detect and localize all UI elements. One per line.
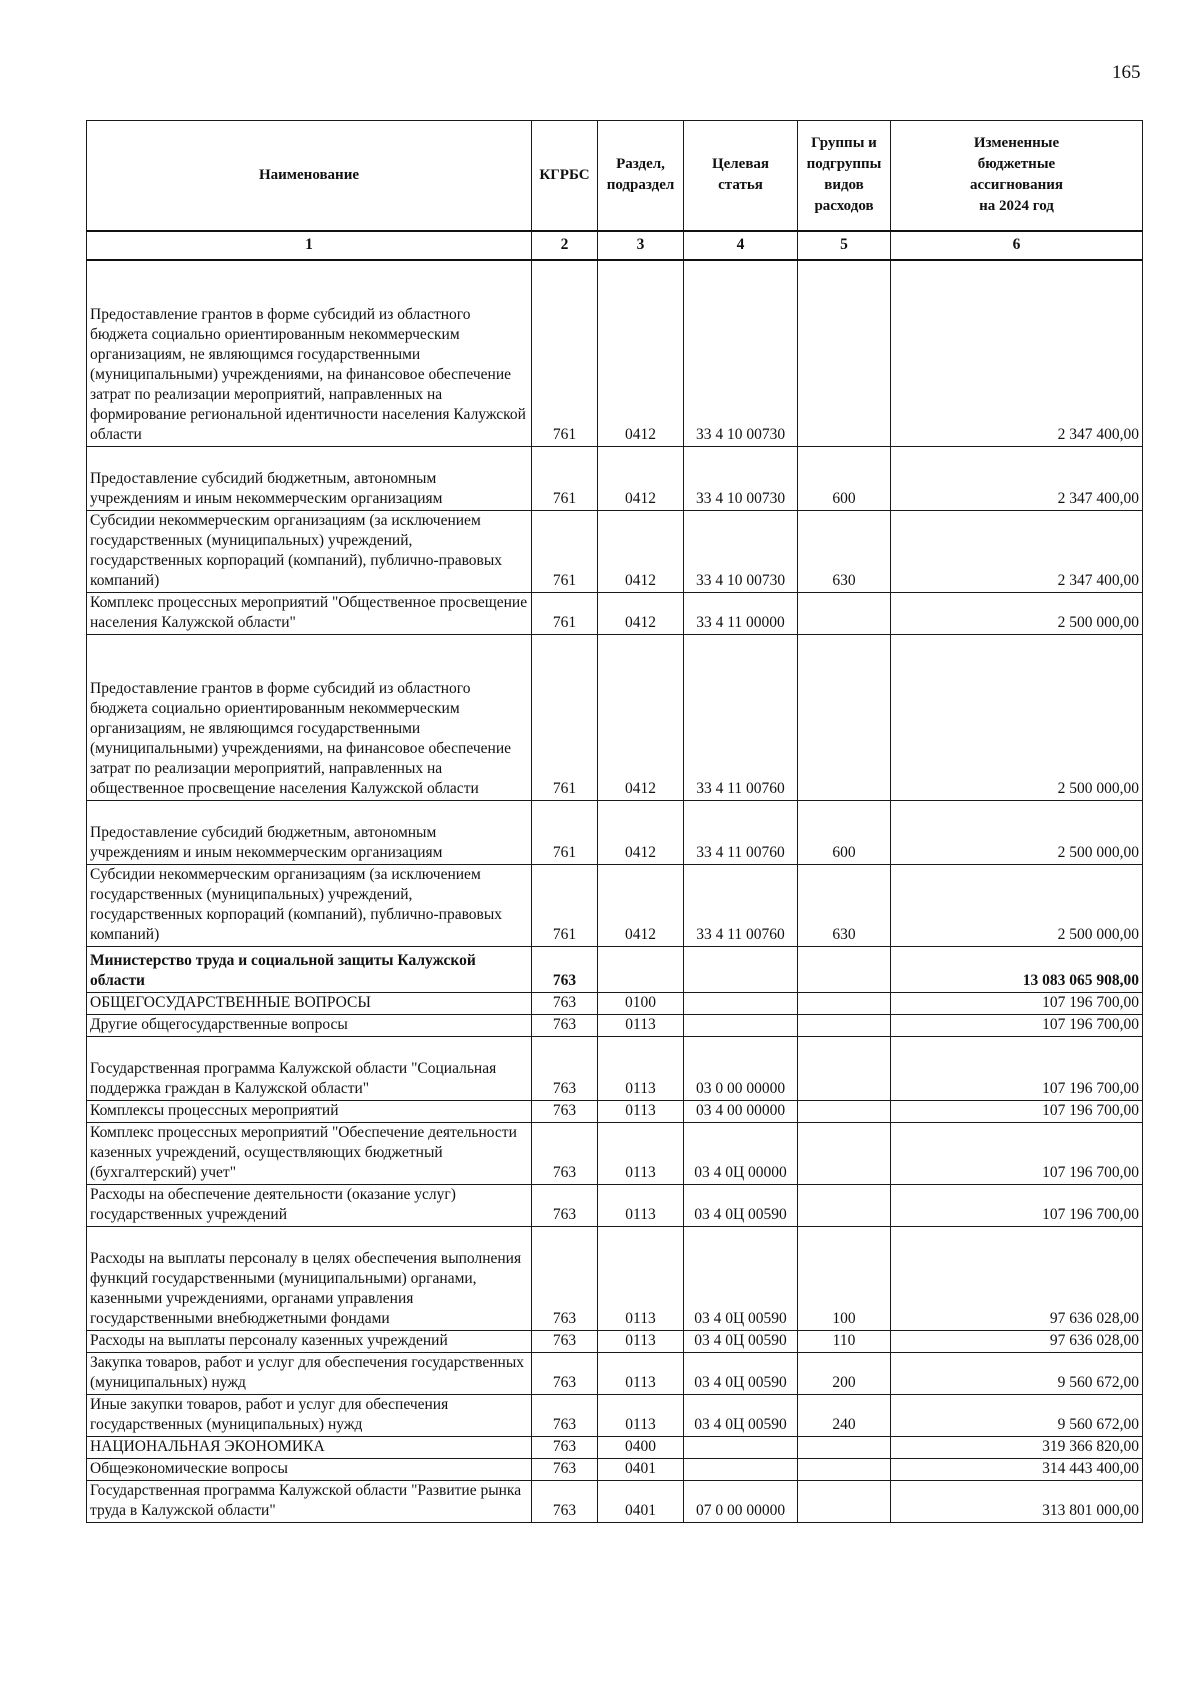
row-article: 33 4 10 00730 bbox=[684, 446, 798, 510]
table-row bbox=[87, 446, 1143, 510]
page-number: 165 bbox=[1112, 62, 1141, 83]
row-name: Расходы на обеспечение деятельности (оказание услуг) государственных учреждений bbox=[87, 1184, 532, 1226]
row-section: 0113 bbox=[598, 1184, 684, 1226]
row-amount: 313 801 000,00 bbox=[891, 1480, 1143, 1522]
row-name: Комплексы процессных мероприятий bbox=[87, 1100, 532, 1122]
row-group bbox=[798, 1014, 891, 1036]
row-group: 110 bbox=[798, 1330, 891, 1352]
table-row bbox=[87, 510, 1143, 592]
table-row bbox=[87, 634, 1143, 800]
table-body bbox=[87, 260, 1143, 1522]
row-group bbox=[798, 634, 891, 800]
row-section: 0412 bbox=[598, 634, 684, 800]
row-group: 240 bbox=[798, 1394, 891, 1436]
row-section: 0113 bbox=[598, 1100, 684, 1122]
row-section: 0113 bbox=[598, 1226, 684, 1330]
row-kgrbs: 763 bbox=[532, 1394, 598, 1436]
row-article: 03 4 0Ц 00590 bbox=[684, 1352, 798, 1394]
header-kgrbs: КГРБС bbox=[532, 121, 598, 232]
row-name: Субсидии некоммерческим организациям (за исключением государственных (муниципальных) учреждений, государственных корпораций (компаний), публично-правовых компаний) bbox=[87, 510, 532, 592]
table-row bbox=[87, 1100, 1143, 1122]
row-article: 07 0 00 00000 bbox=[684, 1480, 798, 1522]
header-name: Наименование bbox=[87, 121, 532, 232]
row-amount: 13 083 065 908,00 bbox=[891, 946, 1143, 992]
table-row bbox=[87, 800, 1143, 864]
budget-table bbox=[86, 120, 1143, 1523]
table-row bbox=[87, 946, 1143, 992]
row-article: 33 4 11 00760 bbox=[684, 800, 798, 864]
column-number: 1 bbox=[87, 231, 532, 260]
row-name: Предоставление грантов в форме субсидий из областного бюджета социально ориентированным некоммерческим организациям, не являющимся государственными (муниципальными) учреждениями, на финансовое обеспечение затрат по реализации мероприятий, направленных на формирование региональной идентичности населения Калужской области bbox=[87, 260, 532, 446]
row-name: Комплекс процессных мероприятий "Общественное просвещение населения Калужской области" bbox=[87, 592, 532, 634]
row-group: 600 bbox=[798, 800, 891, 864]
row-group bbox=[798, 1480, 891, 1522]
table-row bbox=[87, 864, 1143, 946]
row-amount: 9 560 672,00 bbox=[891, 1394, 1143, 1436]
row-kgrbs: 763 bbox=[532, 1122, 598, 1184]
row-name: НАЦИОНАЛЬНАЯ ЭКОНОМИКА bbox=[87, 1436, 532, 1458]
row-section: 0113 bbox=[598, 1330, 684, 1352]
row-kgrbs: 763 bbox=[532, 1458, 598, 1480]
table-row bbox=[87, 260, 1143, 446]
row-name: Государственная программа Калужской области "Социальная поддержка граждан в Калужской области" bbox=[87, 1036, 532, 1100]
row-article bbox=[684, 992, 798, 1014]
row-amount: 107 196 700,00 bbox=[891, 1122, 1143, 1184]
row-amount: 319 366 820,00 bbox=[891, 1436, 1143, 1458]
row-amount: 107 196 700,00 bbox=[891, 1036, 1143, 1100]
row-section: 0412 bbox=[598, 446, 684, 510]
row-article: 03 4 0Ц 00590 bbox=[684, 1184, 798, 1226]
row-kgrbs: 761 bbox=[532, 446, 598, 510]
table-row bbox=[87, 1352, 1143, 1394]
row-name: Предоставление субсидий бюджетным, автономным учреждениям и иным некоммерческим организациям bbox=[87, 446, 532, 510]
table-row bbox=[87, 1122, 1143, 1184]
row-kgrbs: 763 bbox=[532, 992, 598, 1014]
row-amount: 2 347 400,00 bbox=[891, 510, 1143, 592]
row-amount: 2 500 000,00 bbox=[891, 864, 1143, 946]
row-article bbox=[684, 1458, 798, 1480]
row-section: 0113 bbox=[598, 1122, 684, 1184]
row-article: 03 4 0Ц 00000 bbox=[684, 1122, 798, 1184]
row-group: 630 bbox=[798, 510, 891, 592]
table-row bbox=[87, 1014, 1143, 1036]
row-section: 0412 bbox=[598, 800, 684, 864]
column-number: 5 bbox=[798, 231, 891, 260]
row-name: Министерство труда и социальной защиты Калужской области bbox=[87, 946, 532, 992]
row-group: 600 bbox=[798, 446, 891, 510]
table-row bbox=[87, 1394, 1143, 1436]
row-group bbox=[798, 592, 891, 634]
row-kgrbs: 761 bbox=[532, 592, 598, 634]
row-kgrbs: 763 bbox=[532, 1036, 598, 1100]
row-name: Расходы на выплаты персоналу казенных учреждений bbox=[87, 1330, 532, 1352]
table-row bbox=[87, 992, 1143, 1014]
table-row bbox=[87, 1436, 1143, 1458]
row-amount: 314 443 400,00 bbox=[891, 1458, 1143, 1480]
row-article: 33 4 11 00760 bbox=[684, 634, 798, 800]
row-amount: 97 636 028,00 bbox=[891, 1330, 1143, 1352]
column-number: 4 bbox=[684, 231, 798, 260]
row-kgrbs: 761 bbox=[532, 260, 598, 446]
row-article: 03 4 00 00000 bbox=[684, 1100, 798, 1122]
row-section: 0400 bbox=[598, 1436, 684, 1458]
row-group: 100 bbox=[798, 1226, 891, 1330]
row-section: 0100 bbox=[598, 992, 684, 1014]
header-row bbox=[87, 121, 1143, 232]
row-group bbox=[798, 1100, 891, 1122]
row-group bbox=[798, 946, 891, 992]
row-section: 0113 bbox=[598, 1036, 684, 1100]
row-article: 33 4 10 00730 bbox=[684, 510, 798, 592]
row-amount: 97 636 028,00 bbox=[891, 1226, 1143, 1330]
row-group: 200 bbox=[798, 1352, 891, 1394]
row-article: 33 4 11 00000 bbox=[684, 592, 798, 634]
row-section: 0113 bbox=[598, 1352, 684, 1394]
row-section: 0412 bbox=[598, 260, 684, 446]
table-row bbox=[87, 1330, 1143, 1352]
row-section: 0113 bbox=[598, 1014, 684, 1036]
row-section: 0401 bbox=[598, 1458, 684, 1480]
row-amount: 107 196 700,00 bbox=[891, 992, 1143, 1014]
column-number-row bbox=[87, 231, 1143, 260]
row-amount: 107 196 700,00 bbox=[891, 1100, 1143, 1122]
row-section: 0412 bbox=[598, 592, 684, 634]
row-amount: 2 347 400,00 bbox=[891, 260, 1143, 446]
row-name: Комплекс процессных мероприятий "Обеспечение деятельности казенных учреждений, осуществляющих бюджетный (бухгалтерский) учет" bbox=[87, 1122, 532, 1184]
row-amount: 107 196 700,00 bbox=[891, 1184, 1143, 1226]
row-name: Субсидии некоммерческим организациям (за исключением государственных (муниципальных) учреждений, государственных корпораций (компаний), публично-правовых компаний) bbox=[87, 864, 532, 946]
column-number: 3 bbox=[598, 231, 684, 260]
header-article: Целевая статья bbox=[684, 121, 798, 232]
row-name: Иные закупки товаров, работ и услуг для обеспечения государственных (муниципальных) нужд bbox=[87, 1394, 532, 1436]
row-group bbox=[798, 1436, 891, 1458]
row-kgrbs: 763 bbox=[532, 1436, 598, 1458]
column-number: 2 bbox=[532, 231, 598, 260]
row-group bbox=[798, 1122, 891, 1184]
row-group bbox=[798, 260, 891, 446]
row-name: Другие общегосударственные вопросы bbox=[87, 1014, 532, 1036]
row-amount: 107 196 700,00 bbox=[891, 1014, 1143, 1036]
row-group bbox=[798, 992, 891, 1014]
row-group bbox=[798, 1458, 891, 1480]
row-section: 0412 bbox=[598, 864, 684, 946]
row-kgrbs: 761 bbox=[532, 800, 598, 864]
row-kgrbs: 763 bbox=[532, 1480, 598, 1522]
row-article: 33 4 11 00760 bbox=[684, 864, 798, 946]
table-row bbox=[87, 592, 1143, 634]
row-kgrbs: 761 bbox=[532, 634, 598, 800]
row-name: Расходы на выплаты персоналу в целях обеспечения выполнения функций государственными (муниципальными) органами, казенными учреждениями, органами управления государственными внебюджетными фондами bbox=[87, 1226, 532, 1330]
table-row bbox=[87, 1184, 1143, 1226]
row-group bbox=[798, 1184, 891, 1226]
row-section bbox=[598, 946, 684, 992]
row-amount: 9 560 672,00 bbox=[891, 1352, 1143, 1394]
row-name: Предоставление грантов в форме субсидий из областного бюджета социально ориентированным некоммерческим организациям, не являющимся государственными (муниципальными) учреждениями, на финансовое обеспечение затрат по реализации мероприятий, направленных на общественное просвещение населения Калужской области bbox=[87, 634, 532, 800]
table-row bbox=[87, 1480, 1143, 1522]
row-kgrbs: 763 bbox=[532, 946, 598, 992]
row-article bbox=[684, 1436, 798, 1458]
row-amount: 2 500 000,00 bbox=[891, 634, 1143, 800]
row-section: 0401 bbox=[598, 1480, 684, 1522]
row-amount: 2 347 400,00 bbox=[891, 446, 1143, 510]
row-kgrbs: 763 bbox=[532, 1352, 598, 1394]
row-kgrbs: 763 bbox=[532, 1014, 598, 1036]
row-amount: 2 500 000,00 bbox=[891, 592, 1143, 634]
row-section: 0113 bbox=[598, 1394, 684, 1436]
row-group: 630 bbox=[798, 864, 891, 946]
row-kgrbs: 763 bbox=[532, 1330, 598, 1352]
row-article: 03 4 0Ц 00590 bbox=[684, 1226, 798, 1330]
column-number: 6 bbox=[891, 231, 1143, 260]
row-article: 03 0 00 00000 bbox=[684, 1036, 798, 1100]
header-section: Раздел, подраздел bbox=[598, 121, 684, 232]
row-group bbox=[798, 1036, 891, 1100]
header-amount: Измененные бюджетные ассигнования на 2024 год bbox=[891, 121, 1143, 232]
table-row bbox=[87, 1458, 1143, 1480]
row-article: 03 4 0Ц 00590 bbox=[684, 1394, 798, 1436]
row-name: ОБЩЕГОСУДАРСТВЕННЫЕ ВОПРОСЫ bbox=[87, 992, 532, 1014]
row-article bbox=[684, 1014, 798, 1036]
row-article: 33 4 10 00730 bbox=[684, 260, 798, 446]
row-name: Закупка товаров, работ и услуг для обеспечения государственных (муниципальных) нужд bbox=[87, 1352, 532, 1394]
row-kgrbs: 763 bbox=[532, 1226, 598, 1330]
row-name: Предоставление субсидий бюджетным, автономным учреждениям и иным некоммерческим организациям bbox=[87, 800, 532, 864]
header-groups: Группы и подгруппы видов расходов bbox=[798, 121, 891, 232]
row-kgrbs: 763 bbox=[532, 1100, 598, 1122]
row-kgrbs: 763 bbox=[532, 1184, 598, 1226]
row-article: 03 4 0Ц 00590 bbox=[684, 1330, 798, 1352]
row-name: Государственная программа Калужской области "Развитие рынка труда в Калужской области" bbox=[87, 1480, 532, 1522]
row-kgrbs: 761 bbox=[532, 510, 598, 592]
row-article bbox=[684, 946, 798, 992]
table-row bbox=[87, 1036, 1143, 1100]
row-section: 0412 bbox=[598, 510, 684, 592]
row-amount: 2 500 000,00 bbox=[891, 800, 1143, 864]
row-name: Общеэкономические вопросы bbox=[87, 1458, 532, 1480]
table-row bbox=[87, 1226, 1143, 1330]
row-kgrbs: 761 bbox=[532, 864, 598, 946]
